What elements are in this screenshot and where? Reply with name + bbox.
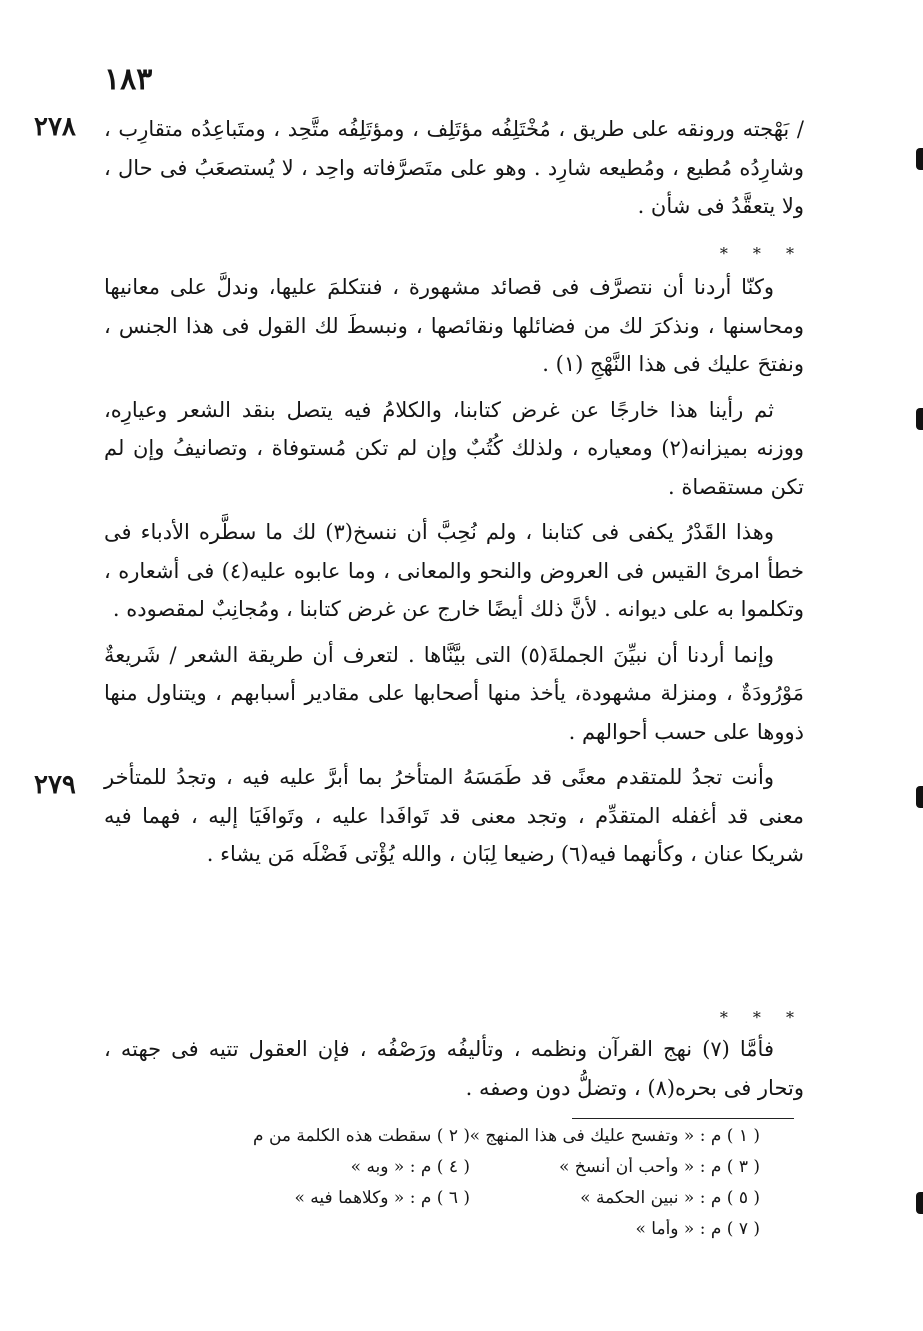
footnote-1: ( ١ ) م : « وتفسح عليك فى هذا المنهج » <box>470 1126 760 1146</box>
scan-edge-mark <box>916 786 923 808</box>
page-number: ١٨٣ <box>104 62 153 97</box>
paragraph-4: وهذا القَدْرُ يكفى فى كتابنا ، ولم نُحِبَّ أن ننسخ(٣) لك ما سطَّره الأدباء فى خطأ امرئ القيس فى العروض والنحو والمعانى ، وما عابوه عليه(٤) فى أشعاره ، وتكلموا به على ديوانه . لأنَّ ذلك أيضًا خارج عن غرض كتابنا ، ومُجانِبٌ لمقصوده . <box>104 520 804 621</box>
section-break-1: * * * <box>719 244 804 263</box>
scan-edge-mark <box>916 408 923 430</box>
footnote-rule <box>572 1118 794 1119</box>
footnote-3: ( ٣ ) م : « وأحب أن أنسخ » <box>558 1157 760 1177</box>
footnotes <box>180 1126 760 1250</box>
margin-number-278: ٢٧٨ <box>34 112 76 142</box>
footnote-7: ( ٧ ) م : « وأما » <box>635 1219 760 1239</box>
section-break-1-wrap <box>104 244 804 264</box>
section-break-2-wrap <box>104 1008 804 1028</box>
scan-edge-mark <box>916 148 923 170</box>
body-block-2 <box>104 268 804 881</box>
paragraph-6: وأنت تجدُ للمتقدم معنًى قد طَمَسَهُ المتأخرُ بما أبرَّ عليه فيه ، وتجدُ للمتأخر معنى قد أغفله المتقدِّم ، وتجد معنى قد تَوافَدا عليه ، وتَوافَيَا إليه ، فهما فيه شريكا عنان ، وكأنهما فيه(٦) رضيعا لِبَان ، والله يُؤْتى فَضْلَه مَن يشاء . <box>104 765 804 866</box>
scan-edge-mark <box>916 1192 923 1214</box>
footnote-6: ( ٦ ) م : « وكلاهما فيه » <box>294 1188 470 1208</box>
paragraph-1: / بَهْجته ورونقه على طريق ، مُخْتَلِفُه مؤتَلِف ، ومؤتَلِفُه متَّحِد ، ومتَباعِدُه متقارِب ، وشارِدُه مُطيع ، ومُطيعه شارِد . وهو على متَصرَّفاته واحِد ، لا يُستصعَبُ فى حال ، ولا يتعقَّدُ فى شأن . <box>104 117 804 218</box>
footnote-5: ( ٥ ) م : « نبين الحكمة » <box>580 1188 760 1208</box>
paragraph-7: فأمَّا (٧) نهج القرآن ونظمه ، وتأليفُه ورَصْفُه ، فإن العقول تتيه فى جهته ، وتحار فى بحره(٨) ، وتضلُّ دون وصفه . <box>104 1037 804 1100</box>
section-break-2: * * * <box>719 1008 804 1027</box>
paragraph-5: وإنما أردنا أن نبيِّنَ الجملةَ(٥) التى بيَّنَّاها . لتعرف أن طريقة الشعر / شَريعةٌ مَوْرُودَةٌ ، ومنزلة مشهودة، يأخذ منها أصحابها على مقادير أسبابهم ، ويتناول منها ذووها على حسب أحوالهم . <box>104 642 804 744</box>
margin-number-279: ٢٧٩ <box>34 770 76 800</box>
footnote-4: ( ٤ ) م : « وبه » <box>350 1157 470 1177</box>
footnote-2: ( ٢ ) سقطت هذه الكلمة من م <box>253 1126 470 1146</box>
body-block-3 <box>104 1030 804 1114</box>
body-block-1 <box>104 110 804 233</box>
paragraph-2: وكنّا أردنا أن نتصرَّف فى قصائد مشهورة ، فنتكلمَ عليها، وندلَّ على معانيها ومحاسنها ، ونذكرَ لك من فضائلها ونقائصها ، ونبسطَ لك القول فى هذا الجنس ، ونفتحَ عليك فى هذا النَّهْجِ (١) . <box>104 275 804 376</box>
paragraph-3: ثم رأينا هذا خارجًا عن غرض كتابنا، والكلامُ فيه يتصل بنقد الشعر وعيارِه، ووزنه بميزانه(٢) ومعياره ، ولذلك كُتُبٌ وإن لم تكن مُستوفاة ، وتصانيفُ وإن لم تكن مستقصاة . <box>104 397 804 499</box>
